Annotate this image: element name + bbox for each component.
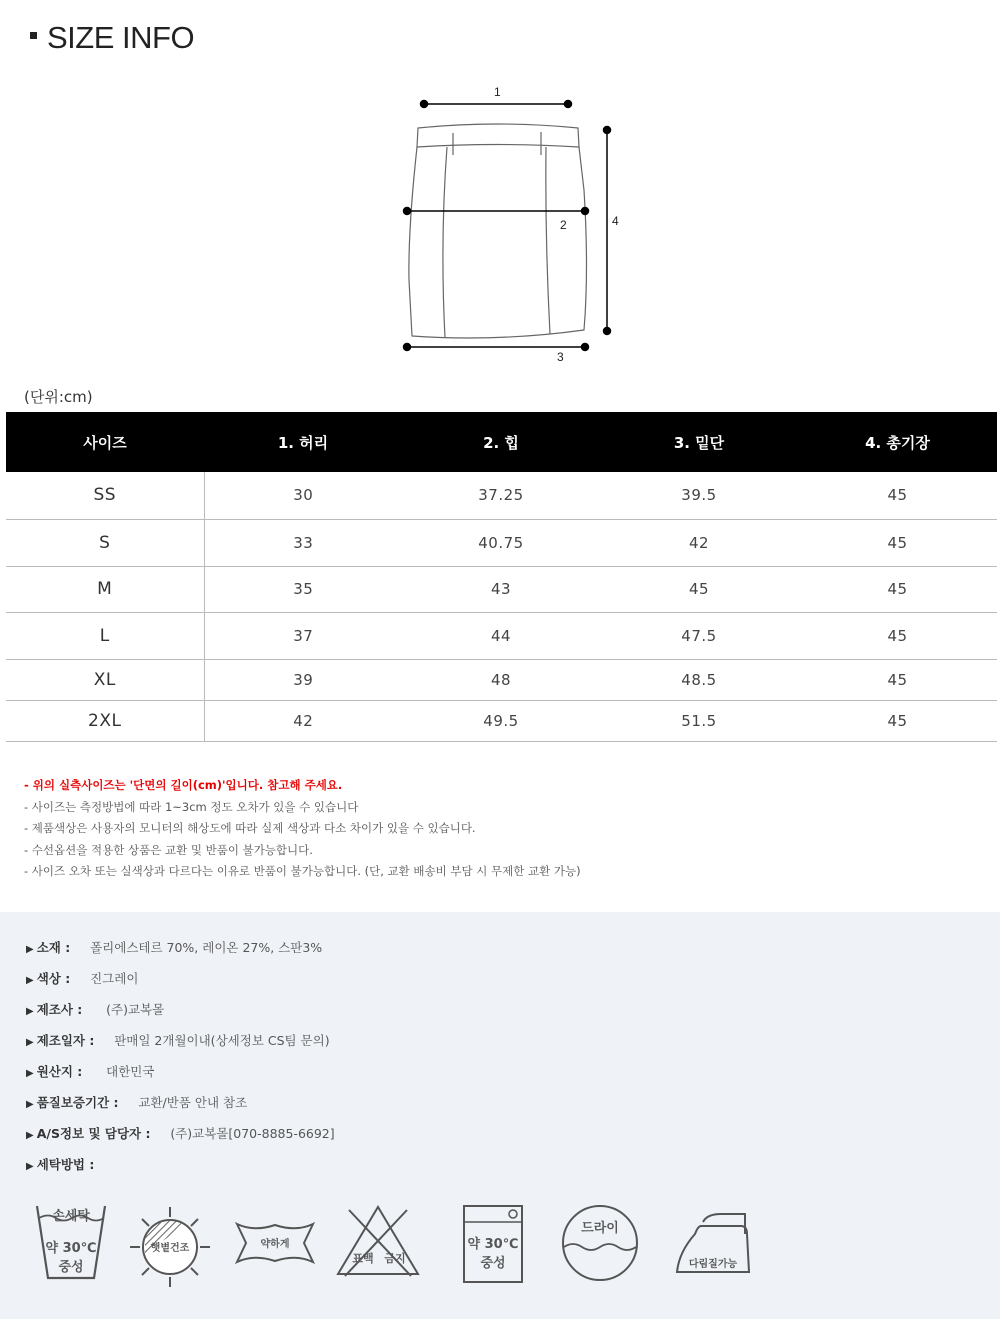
page-title: SIZE INFO [30,20,194,56]
waist-cell: 35 [204,566,402,612]
note-line: - 제품색상은 사용자의 모니터의 해상도에 따라 실제 색상과 다소 차이가 있을 수 있습니다. [24,821,476,835]
info-row-manufacturer: ▶ 제조사 : (주)교복몰 [26,1002,165,1017]
length-cell: 45 [798,700,997,741]
arrow-right-icon: ▶ [26,1130,34,1141]
info-row-manufacture-date: ▶ 제조일자 : 판매일 2개월이내(상세정보 CS팀 문의) [26,1033,330,1048]
hand-wash-icon [34,1198,108,1284]
size-cell: SS [6,472,204,519]
svg-text:금지: 금지 [384,1252,406,1265]
diagram-label-2: 2 [560,218,567,232]
sun-dry-icon [128,1205,212,1289]
machine-wash-icon [462,1204,524,1284]
skirt-diagram [390,80,630,370]
no-bleach-icon [335,1204,421,1278]
waist-cell: 37 [204,612,402,659]
table-row [6,612,997,659]
table-row [6,566,997,612]
waist-cell: 39 [204,659,402,700]
info-row-as-contact: ▶ A/S정보 및 담당자 : (주)교복몰[070-8885-6692] [26,1126,335,1141]
waist-cell: 30 [204,472,402,519]
svg-text:표백: 표백 [352,1252,374,1265]
hem-cell: 51.5 [600,700,798,741]
svg-text:드라이: 드라이 [581,1221,619,1236]
header-waist: 1. 허리 [204,412,402,472]
note-line: - 사이즈는 측정방법에 따라 1~3cm 정도 오차가 있을 수 있습니다 [24,799,359,814]
svg-text:중성: 중성 [480,1256,506,1271]
info-row-warranty: ▶ 품질보증기간 : 교환/반품 안내 참조 [26,1095,248,1110]
gentle-wash-icon [234,1218,316,1268]
hip-cell: 43 [402,566,600,612]
info-row-origin: ▶ 원산지 : 대한민국 [26,1064,155,1079]
arrow-right-icon: ▶ [26,1099,34,1110]
length-cell: 45 [798,472,997,519]
svg-text:약 30℃: 약 30℃ [467,1237,519,1252]
svg-text:햇볕건조: 햇볕건조 [150,1243,190,1254]
iron-icon [673,1212,757,1276]
waist-cell: 42 [204,700,402,741]
header-size: 사이즈 [6,412,204,472]
size-cell: 2XL [6,700,204,741]
hip-cell: 44 [402,612,600,659]
info-row-wash: ▶ 세탁방법 : [26,1157,95,1172]
info-row-color: ▶ 색상 : 진그레이 [26,971,139,986]
arrow-right-icon: ▶ [26,1161,34,1172]
diagram-label-4: 4 [612,214,619,228]
title-bullet-icon [30,32,37,39]
table-row [6,472,997,519]
diagram-label-1: 1 [494,85,501,99]
hip-cell: 49.5 [402,700,600,741]
svg-text:손세탁: 손세탁 [52,1209,90,1224]
dry-clean-icon [560,1203,640,1283]
arrow-right-icon: ▶ [26,944,34,955]
size-cell: XL [6,659,204,700]
hem-cell: 47.5 [600,612,798,659]
svg-text:약하게: 약하게 [260,1239,290,1250]
table-row [6,659,997,700]
arrow-right-icon: ▶ [26,1006,34,1017]
note-line: - 사이즈 오차 또는 실색상과 다르다는 이유로 반품이 불가능합니다. (단, 교환 배송비 부담 시 무제한 교환 가능) [24,864,581,878]
note-line: - 수선옵션을 적용한 상품은 교환 및 반품이 불가능합니다. [24,842,313,857]
size-cell: M [6,566,204,612]
hem-cell: 48.5 [600,659,798,700]
size-notes [24,775,581,883]
arrow-right-icon: ▶ [26,1037,34,1048]
table-row [6,700,997,741]
hip-cell: 40.75 [402,519,600,566]
length-cell: 45 [798,659,997,700]
length-cell: 45 [798,566,997,612]
hem-cell: 39.5 [600,472,798,519]
hem-cell: 45 [600,566,798,612]
note-highlight: - 위의 실측사이즈는 '단면의 길이(cm)'입니다. 참고해 주세요. [24,778,343,792]
header-hem: 3. 밑단 [600,412,798,472]
size-cell: L [6,612,204,659]
arrow-right-icon: ▶ [26,1068,34,1079]
size-cell: S [6,519,204,566]
hem-cell: 42 [600,519,798,566]
hip-cell: 48 [402,659,600,700]
header-total-length: 4. 총기장 [798,412,997,472]
svg-text:다림질가능: 다림질가능 [688,1259,738,1270]
size-table [6,412,997,742]
table-row [6,519,997,566]
size-table-header [6,412,997,472]
header-hip: 2. 힙 [402,412,600,472]
hip-cell: 37.25 [402,472,600,519]
length-cell: 45 [798,519,997,566]
length-cell: 45 [798,612,997,659]
info-row-material: ▶ 소재 : 폴리에스테르 70%, 레이온 27%, 스판3% [26,940,323,955]
svg-text:약 30℃: 약 30℃ [45,1241,97,1256]
arrow-right-icon: ▶ [26,975,34,986]
unit-label: (단위:cm) [24,388,93,406]
svg-text:중성: 중성 [58,1260,84,1275]
waist-cell: 33 [204,519,402,566]
diagram-label-3: 3 [557,350,564,364]
